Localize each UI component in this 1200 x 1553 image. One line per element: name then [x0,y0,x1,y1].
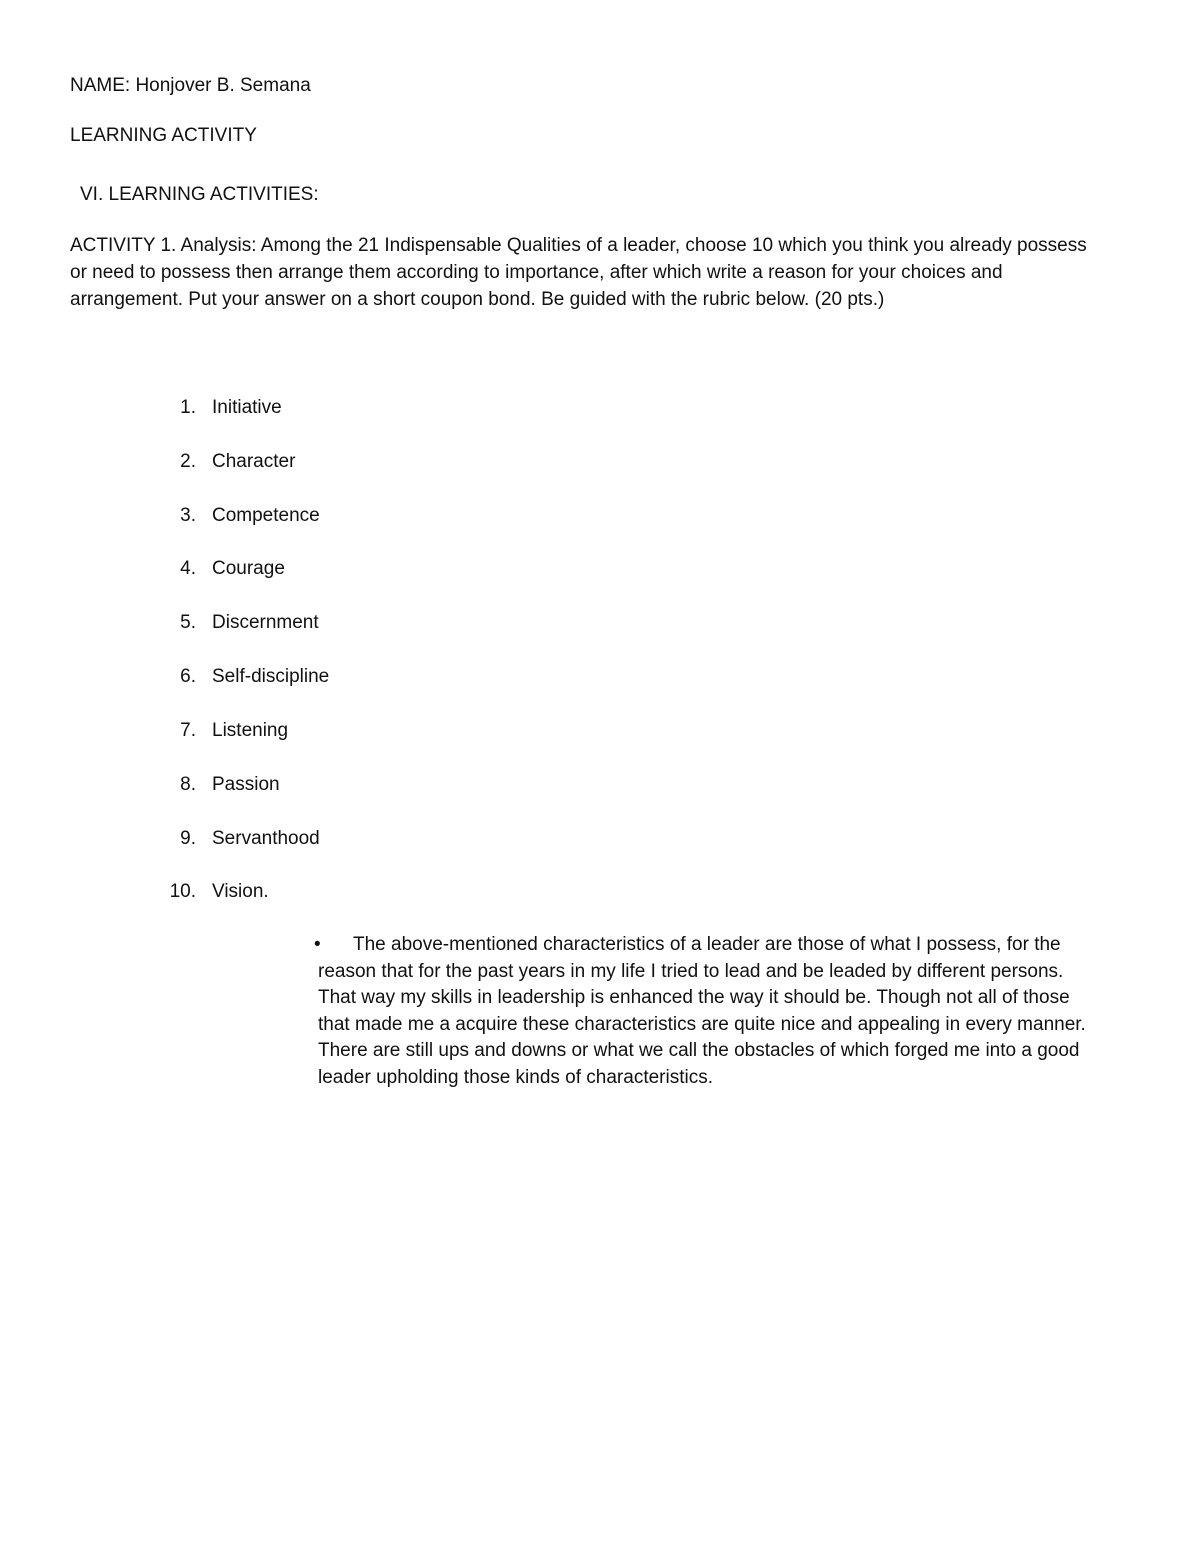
list-item-number: 4. [180,558,196,579]
list-item-number: 3. [180,505,196,526]
instruction-line: or need to possess then arrange them according to importance, after which write a reason for your choices and [70,262,1003,283]
list-item-label: Listening [212,720,289,741]
list-item-label: Initiative [212,397,282,418]
document-title: LEARNING ACTIVITY [70,125,257,146]
list-item-number: 7. [180,720,196,741]
list-item-number: 5. [180,612,196,633]
list-item-label: Self-discipline [212,666,330,687]
reason-line: There are still ups and downs or what we call the obstacles of which forged me into a good [318,1040,1080,1061]
reason-line: reason that for the past years in my life I tried to lead and be leaded by different persons. [318,960,1064,982]
reason-line: leader upholding those kinds of characteristics. [318,1066,714,1088]
instruction-line: arrangement. Put your answer on a short coupon bond. Be guided with the rubric below. (20 pts.) [70,289,885,310]
instruction-line: ACTIVITY 1. Analysis: Among the 21 Indispensable Qualities of a leader, choose 10 which you think you already possess [70,235,1087,256]
list-item-label: Discernment [212,612,319,633]
list-item-label: Character [212,451,296,472]
list-item-number: 10. [169,881,196,902]
list-item-label: Passion [212,774,280,795]
reason-paragraph [314,932,1128,1091]
list-item-label: Servanthood [212,828,320,849]
list-item-number: 9. [180,828,196,849]
list-item-label: Vision. [212,881,269,902]
list-item-label: Courage [212,558,285,579]
reason-line: That way my skills in leadership is enhanced the way it should be. Though not all of those [318,987,1070,1008]
section-heading: VI. LEARNING ACTIVITIES: [80,184,319,205]
reason-line: that made me a acquire these characteristics are quite nice and appealing in every manner. [318,1013,1086,1035]
list-item-number: 1. [180,397,196,418]
reason-line: The above-mentioned characteristics of a leader are those of what I possess, for the [353,934,1061,955]
list-item-number: 2. [180,451,196,472]
list-item-label: Competence [212,505,320,526]
activity-instructions [70,232,1130,313]
list-item-number: 6. [180,666,196,687]
bullet-icon: • [314,934,321,955]
list-item-number: 8. [180,774,196,795]
student-name-line: NAME: Honjover B. Semana [70,75,311,96]
